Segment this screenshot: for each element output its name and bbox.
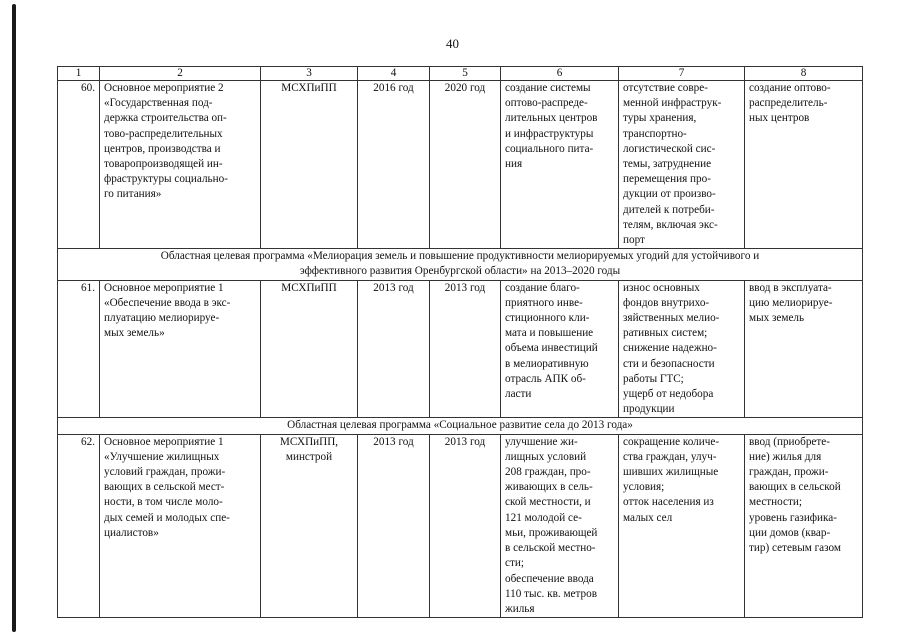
row-number: 60. — [58, 81, 100, 249]
indicator-link: ввод в эксплуата- цию мелиорируе- мых земель — [745, 280, 863, 418]
column-number: 2 — [100, 67, 261, 81]
start-year: 2016 год — [358, 81, 430, 249]
executor: МСХПиПП — [261, 81, 358, 249]
measure-name: Основное мероприятие 2 «Государственная под- держка строительства оп- тово-распределительных центров, производства и товаропроизводящей ин- фраструктуры социально- го питания» — [100, 81, 261, 249]
start-year: 2013 год — [358, 434, 430, 617]
consequences: сокращение количе- ства граждан, улуч- шивших жилищные условия; отток населения из малых сел — [619, 434, 745, 617]
page-edge-bar — [12, 4, 16, 632]
program-row — [58, 249, 863, 280]
end-year: 2020 год — [430, 81, 501, 249]
row-number: 62. — [58, 434, 100, 617]
program-row — [58, 418, 863, 434]
start-year: 2013 год — [358, 280, 430, 418]
executor: МСХПиПП, минстрой — [261, 434, 358, 617]
program-title: Областная целевая программа «Социальное развитие села до 2013 года» — [58, 418, 863, 434]
page-number: 40 — [446, 36, 459, 51]
column-number: 8 — [745, 67, 863, 81]
column-number: 7 — [619, 67, 745, 81]
consequences: износ основных фондов внутрихо- зяйственных мелио- ративных систем; снижение надежно- сти и безопасности работы ГТС; ущерб от недобора продукции — [619, 280, 745, 418]
indicator-link: создание оптово- распределитель- ных центров — [745, 81, 863, 249]
expected-result: создание системы оптово-распреде- лительных центров и инфраструктуры социального пита- ния — [501, 81, 619, 249]
table-row — [58, 81, 863, 249]
column-number: 6 — [501, 67, 619, 81]
column-number-row — [58, 67, 863, 81]
end-year: 2013 год — [430, 280, 501, 418]
table-row — [58, 280, 863, 418]
indicator-link: ввод (приобрете- ние) жилья для граждан, прожи- вающих в сельской местности; уровень газифика- ции домов (квар- тир) сетевым газом — [745, 434, 863, 617]
executor: МСХПиПП — [261, 280, 358, 418]
expected-result: создание благо- приятного инве- стиционного кли- мата и повышение объема инвестиций в мелиоративную отрасль АПК об- ласти — [501, 280, 619, 418]
column-number: 4 — [358, 67, 430, 81]
column-number: 3 — [261, 67, 358, 81]
end-year: 2013 год — [430, 434, 501, 617]
measures-table — [57, 66, 863, 618]
measure-name: Основное мероприятие 1 «Обеспечение ввода в экс- плуатацию мелиорируе- мых земель» — [100, 280, 261, 418]
table-row — [58, 434, 863, 617]
column-number: 5 — [430, 67, 501, 81]
measure-name: Основное мероприятие 1 «Улучшение жилищных условий граждан, прожи- вающих в сельской мест- ности, в том числе моло- дых семей и молодых спе- циалистов» — [100, 434, 261, 617]
row-number: 61. — [58, 280, 100, 418]
expected-result: улучшение жи- лищных условий 208 граждан, про- живающих в сель- ской местности, и 121 молодой се- мьи, проживающей в сельской местно- сти; обеспечение ввода 110 тыс. кв. метров жилья — [501, 434, 619, 617]
column-number: 1 — [58, 67, 100, 81]
program-title: Областная целевая программа «Мелиорация земель и повышение продуктивности мелиорируемых угодий для устойчивого и эффективного развития Оренбургской области» на 2013–2020 годы — [58, 249, 863, 280]
consequences: отсутствие совре- менной инфраструк- туры хранения, транспортно- логистической сис- темы, затруднение перемещения про- дукции от произво- дителей к потреби- телям, включая экс- порт — [619, 81, 745, 249]
